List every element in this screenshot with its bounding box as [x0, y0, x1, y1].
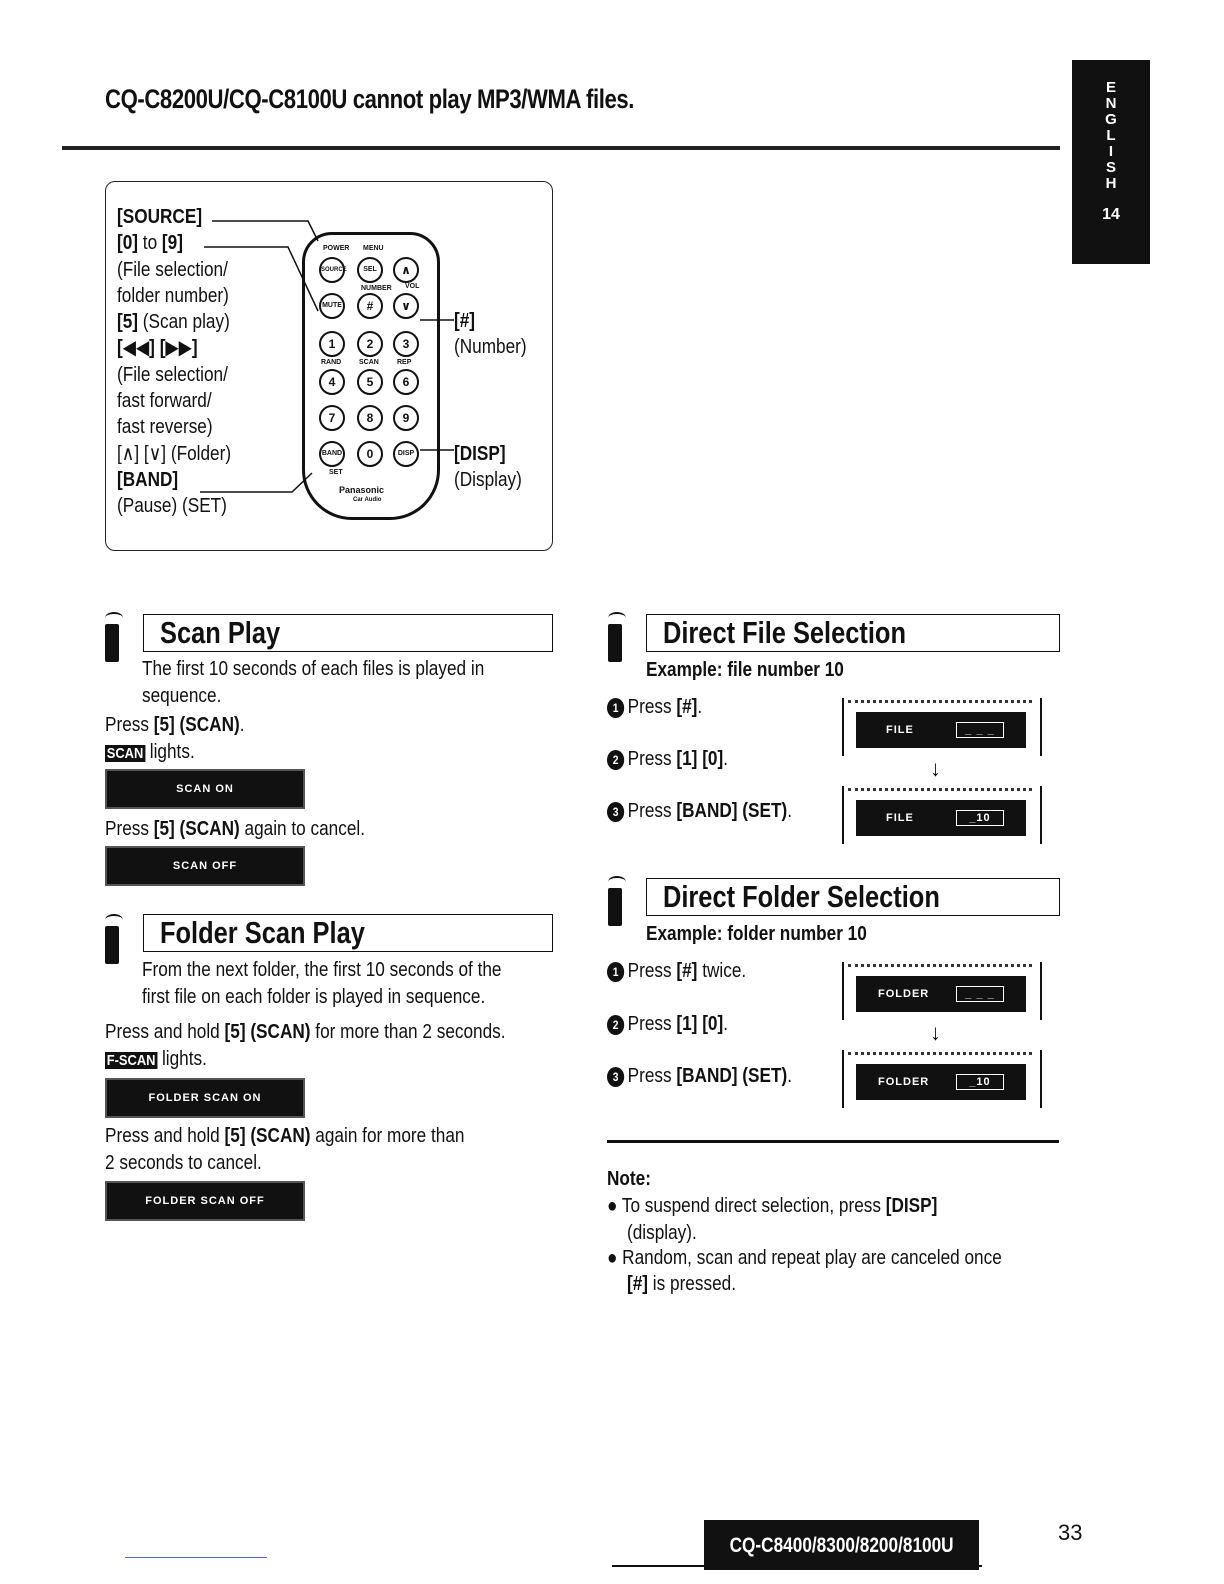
sel-button[interactable]: SEL — [357, 257, 383, 283]
folder-press-line — [105, 1019, 506, 1046]
vol-label: VOL — [405, 283, 420, 290]
display-value: _10 — [956, 810, 1004, 826]
rep-label: REP — [397, 359, 412, 366]
step-key: [#] — [676, 696, 698, 718]
up-button[interactable]: ∧ — [393, 257, 419, 283]
direct-file-heading: Direct File Selection — [663, 615, 906, 650]
press-end: again to cancel. — [239, 818, 366, 840]
folder-cancel-line — [105, 1123, 464, 1150]
folder-scan-heading-box — [143, 914, 553, 952]
press-text: Press — [105, 714, 154, 736]
hash-desc: (Number) — [454, 336, 527, 358]
scan-key: [5] (SCAN) — [224, 1021, 311, 1043]
footer-rule — [612, 1565, 982, 1567]
set-label: SET — [329, 469, 343, 476]
note-item-1: ● To suspend direct selection, press [DISP] — [607, 1195, 938, 1217]
down-arrow-icon: ↓ — [930, 756, 941, 781]
model-name: CQ-C8400/8300/8200/8100U — [729, 1534, 954, 1557]
band-button[interactable]: BAND — [319, 441, 345, 467]
display-value: _ _ _ — [956, 722, 1004, 738]
step-number: 1 — [607, 698, 624, 718]
label-5: [5] — [117, 311, 139, 334]
step-number: 1 — [607, 962, 624, 982]
note-rule — [607, 1140, 1059, 1143]
file-step-1 — [607, 694, 702, 721]
step-end: . — [697, 696, 703, 718]
scan-label: SCAN — [359, 359, 379, 366]
label-to: to — [138, 232, 162, 255]
fscan-indicator: F-SCAN — [106, 1052, 156, 1069]
press-text: Press and hold — [105, 1125, 225, 1147]
press-text: Press and hold — [105, 1021, 225, 1043]
step-end: . — [723, 1013, 729, 1035]
label-0: [0] — [117, 232, 139, 255]
direct-file-example: Example: file number 10 — [646, 659, 844, 681]
note-text: To suspend direct selection, press — [621, 1195, 886, 1217]
lang-letter: E — [1105, 79, 1116, 96]
remote-icon — [608, 876, 624, 926]
step-key: [1] [0] — [676, 748, 724, 770]
file-display-1 — [842, 698, 1038, 756]
folder-step-1 — [607, 958, 746, 985]
label-scan-play: (Scan play) — [138, 311, 230, 334]
lights-text: lights. — [149, 741, 195, 763]
folder-scan-desc-2: first file on each folder is played in sequence. — [142, 986, 486, 1008]
hash-callout — [454, 308, 527, 360]
press-end: for more than 2 seconds. — [310, 1021, 506, 1043]
step-text: Press — [627, 960, 677, 982]
page-number: 33 — [1058, 1520, 1083, 1545]
step-number: 3 — [607, 1067, 624, 1087]
lang-letter: H — [1105, 175, 1117, 192]
step-text: Press — [627, 800, 677, 822]
step-text: Press — [627, 748, 677, 770]
remote-icon — [105, 914, 121, 964]
lcd-scan-off: SCAN OFF — [105, 846, 305, 886]
step-key: [#] — [676, 960, 698, 982]
label-band: [BAND] — [117, 468, 179, 491]
press-text: Press — [105, 818, 154, 840]
label-line: (File selection/ — [117, 258, 228, 281]
folder-scan-desc: From the next folder, the first 10 seconds of the — [142, 959, 502, 981]
scan-play-heading: Scan Play — [160, 615, 281, 650]
scan-key: [5] (SCAN) — [153, 818, 240, 840]
section-number: 14 — [1102, 206, 1120, 223]
direct-folder-heading-box — [646, 878, 1060, 916]
down-arrow-icon: ↓ — [930, 1020, 941, 1045]
display-value: _10 — [956, 1074, 1004, 1090]
folder-display-2 — [842, 1050, 1038, 1108]
step-key: [BAND] (SET) — [676, 1065, 788, 1087]
label-9: [9] — [161, 232, 183, 255]
step-number: 3 — [607, 802, 624, 822]
display-label: FILE — [886, 724, 914, 736]
folder-scan-heading: Folder Scan Play — [160, 915, 365, 950]
note-item-2: ● Random, scan and repeat play are canceled once — [607, 1247, 1002, 1269]
footer-left-rule — [125, 1557, 267, 1558]
label-line: fast forward/ — [117, 390, 212, 413]
file-step-3 — [607, 798, 792, 825]
step-text: Press — [627, 1013, 677, 1035]
key-2[interactable]: 2 — [357, 331, 383, 357]
key-9[interactable]: 9 — [393, 405, 419, 431]
note-text: is pressed. — [648, 1273, 736, 1295]
disp-key-label: [DISP] — [454, 443, 506, 465]
note-item-2-cont — [627, 1271, 736, 1298]
step-end: . — [787, 800, 793, 822]
press-end: again for more than — [310, 1125, 465, 1147]
label-line: fast reverse) — [117, 416, 213, 439]
folder-cancel-line-2: 2 seconds to cancel. — [105, 1152, 262, 1174]
hash-button[interactable]: # — [357, 293, 383, 319]
folder-lights-line — [105, 1046, 207, 1074]
lcd-folder-scan-on: FOLDER SCAN ON — [105, 1078, 305, 1118]
folder-step-2 — [607, 1011, 728, 1038]
brand-sub: Car Audio — [353, 497, 382, 503]
power-label: POWER — [323, 245, 350, 252]
lights-text: lights. — [161, 1048, 207, 1070]
lang-letter: I — [1108, 143, 1114, 160]
key-3[interactable]: 3 — [393, 331, 419, 357]
step-text: Press — [627, 696, 677, 718]
header-rule — [62, 146, 1060, 150]
step-key: [BAND] (SET) — [676, 800, 788, 822]
mute-button[interactable]: MUTE — [319, 293, 345, 319]
display-label: FOLDER — [878, 988, 930, 1000]
brand-logo: Panasonic — [339, 485, 385, 495]
step-end: twice. — [697, 960, 747, 982]
key-4[interactable]: 4 — [319, 369, 345, 395]
label-line: (File selection/ — [117, 363, 228, 386]
random-label: RAND — [321, 359, 342, 366]
key-5[interactable]: 5 — [357, 369, 383, 395]
model-footer — [704, 1520, 979, 1570]
number-label: NUMBER — [361, 285, 392, 292]
step-number: 2 — [607, 1015, 624, 1035]
label-source: [SOURCE] — [117, 206, 203, 228]
scan-play-desc: The first 10 seconds of each files is played in — [142, 658, 485, 680]
menu-label: MENU — [363, 245, 384, 252]
disp-button[interactable]: DISP — [393, 441, 419, 467]
note-text: Random, scan and repeat play are canceled once — [622, 1247, 1002, 1269]
lang-letter: G — [1105, 111, 1117, 128]
lang-letter: L — [1106, 127, 1116, 144]
step-end: . — [787, 1065, 793, 1087]
step-end: . — [723, 748, 729, 770]
display-value: _ _ _ — [956, 986, 1004, 1002]
disp-desc: (Display) — [454, 469, 522, 491]
language-tab — [1072, 60, 1150, 264]
label-line: folder number) — [117, 284, 229, 307]
file-display-2 — [842, 786, 1038, 844]
note-key: [DISP] — [885, 1195, 938, 1217]
label-line: [∧] [∨] (Folder) — [117, 442, 232, 465]
down-button[interactable]: ∨ — [393, 293, 419, 319]
press-end: . — [239, 714, 245, 736]
key-6[interactable]: 6 — [393, 369, 419, 395]
folder-display-1 — [842, 962, 1038, 1020]
scan-press-line — [105, 712, 245, 739]
note-key: [#] — [627, 1273, 649, 1295]
lcd-scan-on: SCAN ON — [105, 769, 305, 809]
label-line: (Pause) (SET) — [117, 495, 227, 518]
step-number: 2 — [607, 750, 624, 770]
key-8[interactable]: 8 — [357, 405, 383, 431]
remote-icon — [105, 612, 121, 662]
page-title: CQ-C8200U/CQ-C8100U cannot play MP3/WMA files. — [105, 84, 635, 114]
step-key: [1] [0] — [676, 1013, 724, 1035]
folder-step-3 — [607, 1063, 792, 1090]
scan-cancel-line — [105, 816, 365, 843]
remote-control — [302, 232, 440, 520]
key-0[interactable]: 0 — [357, 441, 383, 467]
key-1[interactable]: 1 — [319, 331, 345, 357]
disp-callout — [454, 441, 522, 493]
direct-folder-heading: Direct Folder Selection — [663, 879, 940, 914]
note-item-1-cont: (display). — [627, 1222, 697, 1244]
lcd-folder-scan-off: FOLDER SCAN OFF — [105, 1181, 305, 1221]
scan-lights-line — [105, 739, 195, 767]
scan-key: [5] (SCAN) — [224, 1125, 311, 1147]
display-label: FILE — [886, 812, 914, 824]
key-7[interactable]: 7 — [319, 405, 345, 431]
lang-letter: N — [1105, 95, 1117, 112]
direct-folder-example: Example: folder number 10 — [646, 923, 867, 945]
scan-play-desc-2: sequence. — [142, 685, 222, 707]
direct-file-heading-box — [646, 614, 1060, 652]
scan-play-heading-box — [143, 614, 553, 652]
display-label: FOLDER — [878, 1076, 930, 1088]
scan-key: [5] (SCAN) — [153, 714, 240, 736]
lang-letter: S — [1105, 159, 1116, 176]
scan-indicator: SCAN — [106, 745, 144, 762]
remote-icon — [608, 612, 624, 662]
step-text: Press — [627, 1065, 677, 1087]
label-skip: [◀◀] [▶▶] — [117, 337, 198, 360]
note-label: Note: — [607, 1168, 651, 1190]
source-button[interactable]: SOURCE — [319, 257, 345, 283]
hash-key-label: [#] — [454, 310, 476, 332]
file-step-2 — [607, 746, 728, 773]
